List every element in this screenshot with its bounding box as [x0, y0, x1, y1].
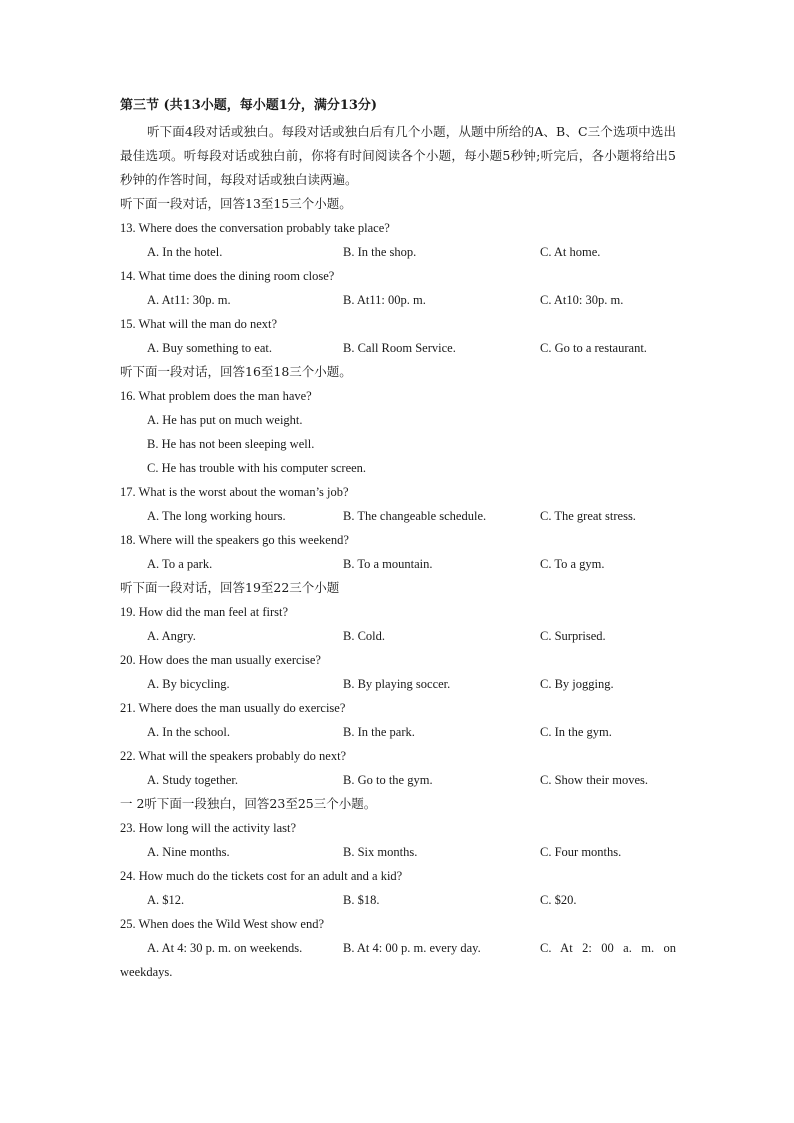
question-22	[120, 744, 676, 792]
options-row	[120, 888, 676, 912]
option-a: A. In the school.	[147, 725, 230, 739]
option-c: C. At10: 30p. m.	[540, 293, 624, 307]
option-a: A. He has put on much weight.	[147, 413, 303, 427]
question-17	[120, 480, 676, 528]
question-stem: 13. Where does the conversation probably take place?	[120, 221, 390, 235]
question-stem: 14. What time does the dining room close?	[120, 269, 335, 283]
options-row	[120, 552, 676, 576]
option-c: C. Four months.	[540, 845, 622, 859]
options-row	[120, 840, 676, 864]
monologue-heading: 一 2听下面一段独白，回答23至25三个小题。	[120, 796, 377, 811]
option-b: B. To a mountain.	[343, 557, 433, 571]
question-15	[120, 312, 676, 360]
options-row	[120, 720, 676, 744]
question-stem: 20. How does the man usually exercise?	[120, 653, 321, 667]
question-13	[120, 216, 676, 264]
question-stem: 21. Where does the man usually do exercise?	[120, 701, 346, 715]
option-c-continued: weekdays.	[120, 965, 173, 979]
option-b: B. He has not been sleeping well.	[147, 437, 315, 451]
question-25	[120, 912, 676, 984]
option-c: C. At 2: 00 a. m. on	[540, 941, 676, 955]
section-title: 第三节 (共13小题，每小题1分，满分13分)	[120, 98, 378, 113]
option-c: C. To a gym.	[540, 557, 605, 571]
question-stem: 16. What problem does the man have?	[120, 389, 312, 403]
dialogue-heading-1: 听下面一段对话，回答13至15三个小题。	[120, 196, 352, 211]
options-row	[120, 936, 676, 960]
option-a: A. $12.	[147, 893, 185, 907]
option-b: B. At11: 00p. m.	[343, 293, 426, 307]
question-16	[120, 384, 676, 480]
option-c: C. Show their moves.	[540, 773, 648, 787]
question-stem: 19. How did the man feel at first?	[120, 605, 289, 619]
options-row	[120, 672, 676, 696]
option-b: B. $18.	[343, 893, 380, 907]
question-18	[120, 528, 676, 576]
exam-page	[120, 96, 676, 984]
options-row	[120, 624, 676, 648]
dialogue-heading-3: 听下面一段对话，回答19至22三个小题	[120, 580, 340, 595]
question-21	[120, 696, 676, 744]
options-row	[120, 288, 676, 312]
option-b: B. In the park.	[343, 725, 415, 739]
option-b: B. Go to the gym.	[343, 773, 433, 787]
option-c: C. At home.	[540, 245, 601, 259]
question-stem: 24. How much do the tickets cost for an adult and a kid?	[120, 869, 403, 883]
option-b: B. Call Room Service.	[343, 341, 456, 355]
option-a: A. At11: 30p. m.	[147, 293, 231, 307]
question-stem: 22. What will the speakers probably do next?	[120, 749, 347, 763]
question-stem: 25. When does the Wild West show end?	[120, 917, 325, 931]
option-c: C. Go to a restaurant.	[540, 341, 647, 355]
option-a: A. Study together.	[147, 773, 238, 787]
option-a: A. In the hotel.	[147, 245, 223, 259]
options-row	[120, 240, 676, 264]
options-row	[120, 768, 676, 792]
option-c: C. In the gym.	[540, 725, 612, 739]
options-row	[120, 336, 676, 360]
question-stem: 18. Where will the speakers go this weekend?	[120, 533, 349, 547]
options-row	[120, 504, 676, 528]
option-b: B. Six months.	[343, 845, 418, 859]
option-b: B. By playing soccer.	[343, 677, 451, 691]
question-24	[120, 864, 676, 912]
option-b: B. The changeable schedule.	[343, 509, 487, 523]
option-a: A. The long working hours.	[147, 509, 286, 523]
option-b: B. Cold.	[343, 629, 386, 643]
option-c: C. $20.	[540, 893, 577, 907]
question-23	[120, 816, 676, 864]
question-14	[120, 264, 676, 312]
option-a: A. Buy something to eat.	[147, 341, 272, 355]
question-stem: 15. What will the man do next?	[120, 317, 278, 331]
option-a: A. To a park.	[147, 557, 213, 571]
option-a: A. Angry.	[147, 629, 196, 643]
option-a: A. At 4: 30 p. m. on weekends.	[147, 941, 303, 955]
option-c: C. Surprised.	[540, 629, 606, 643]
option-a: A. By bicycling.	[147, 677, 230, 691]
option-a: A. Nine months.	[147, 845, 230, 859]
question-stem: 17. What is the worst about the woman’s job?	[120, 485, 349, 499]
option-c: C. He has trouble with his computer screen.	[147, 461, 367, 475]
option-b: B. In the shop.	[343, 245, 417, 259]
question-stem: 23. How long will the activity last?	[120, 821, 297, 835]
option-c: C. By jogging.	[540, 677, 614, 691]
question-20	[120, 648, 676, 696]
dialogue-heading-2: 听下面一段对话，回答16至18三个小题。	[120, 364, 352, 379]
option-c: C. The great stress.	[540, 509, 636, 523]
option-b: B. At 4: 00 p. m. every day.	[343, 941, 481, 955]
instructions: 听下面4段对话或独白。每段对话或独白后有几个小题，从题中所给的A、B、C三个选项中选出最佳选项。听每段对话或独白前，你将有时间阅读各个小题，每小题5秒钟;听完后，各小题将给出5秒钟的作答时间，每段对话或独白读两遍。	[120, 124, 676, 187]
question-19	[120, 600, 676, 648]
